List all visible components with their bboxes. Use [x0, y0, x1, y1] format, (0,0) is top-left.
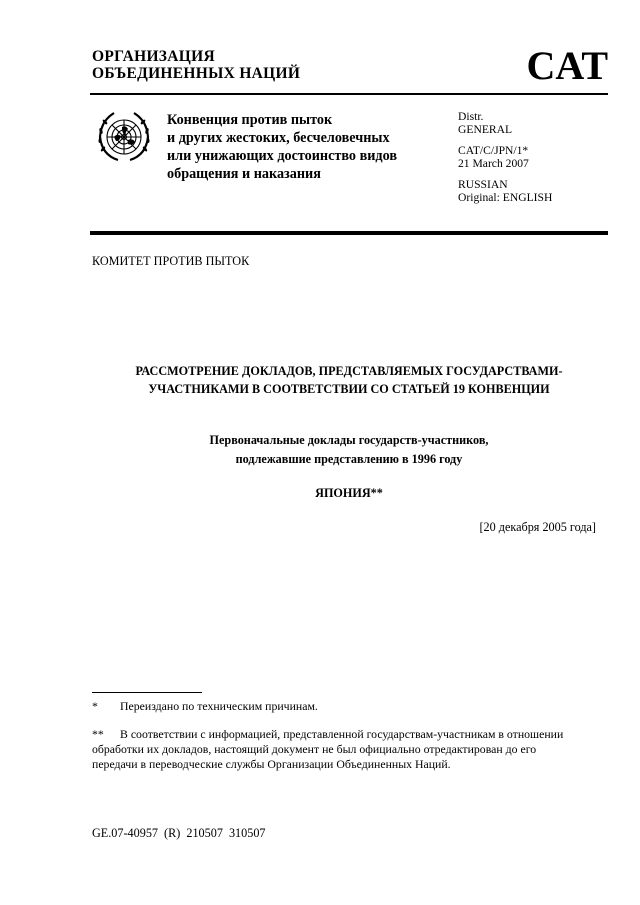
- document-language: RUSSIAN: [458, 178, 508, 191]
- distribution-value: GENERAL: [458, 123, 513, 136]
- org-line-1: ОРГАНИЗАЦИЯ: [92, 48, 215, 65]
- sub-heading-line-2: подлежавшие представлению в 1996 году: [235, 452, 463, 466]
- convention-line-1: Конвенция против пыток: [167, 112, 333, 128]
- footnote-1-text: Переиздано по техническим причинам.: [120, 699, 318, 713]
- sub-heading-line-1: Первоначальные доклады государств-участников,: [209, 433, 489, 447]
- header-top-rule: [90, 93, 608, 95]
- original-language: Original: ENGLISH: [458, 191, 553, 204]
- organization-name: [92, 48, 300, 82]
- footnote-1-mark: *: [92, 699, 98, 713]
- document-symbol: CAT/C/JPN/1*: [458, 144, 529, 157]
- document-series-symbol: CAT: [526, 43, 608, 88]
- convention-line-3: или унижающих достоинство видов: [167, 148, 397, 164]
- header-bottom-rule: [90, 231, 608, 235]
- document-date: 21 March 2007: [458, 157, 529, 170]
- org-line-2: ОБЪЕДИНЕННЫХ НАЦИЙ: [92, 65, 301, 82]
- sub-heading: [90, 431, 608, 469]
- convention-line-4: обращения и наказания: [167, 166, 321, 182]
- footnote-1: [92, 699, 318, 714]
- distr-label: Distr.: [458, 110, 484, 123]
- footnote-separator: [92, 692, 202, 693]
- main-heading-line-2: УЧАСТНИКАМИ В СООТВЕТСТВИИ СО СТАТЬЕЙ 19 КОНВЕНЦИИ: [148, 382, 550, 396]
- submission-date: [20 декабря 2005 года]: [479, 520, 596, 534]
- footnote-2-text: В соответствии с информацией, представленной государствам-участникам в отношении обработки их докладов, настоящий документ не был официально отредактирован до его передачи в переводческие службы Организации Объединенных Наций.: [92, 727, 564, 771]
- document-metadata: [458, 110, 552, 204]
- country-name: ЯПОНИЯ**: [315, 486, 383, 500]
- convention-title: [167, 111, 447, 183]
- job-number-footer: GE.07-40957 (R) 210507 310507: [92, 826, 266, 840]
- committee-name: КОМИТЕТ ПРОТИВ ПЫТОК: [92, 254, 250, 268]
- footnote-2-mark: **: [92, 727, 104, 741]
- footnote-2: [92, 727, 582, 772]
- main-heading-line-1: РАССМОТРЕНИЕ ДОКЛАДОВ, ПРЕДСТАВЛЯЕМЫХ ГОСУДАРСТВАМИ-: [135, 364, 563, 378]
- main-heading: [90, 362, 608, 398]
- un-emblem-icon: [94, 107, 154, 167]
- convention-line-2: и других жестоких, бесчеловечных: [167, 130, 390, 146]
